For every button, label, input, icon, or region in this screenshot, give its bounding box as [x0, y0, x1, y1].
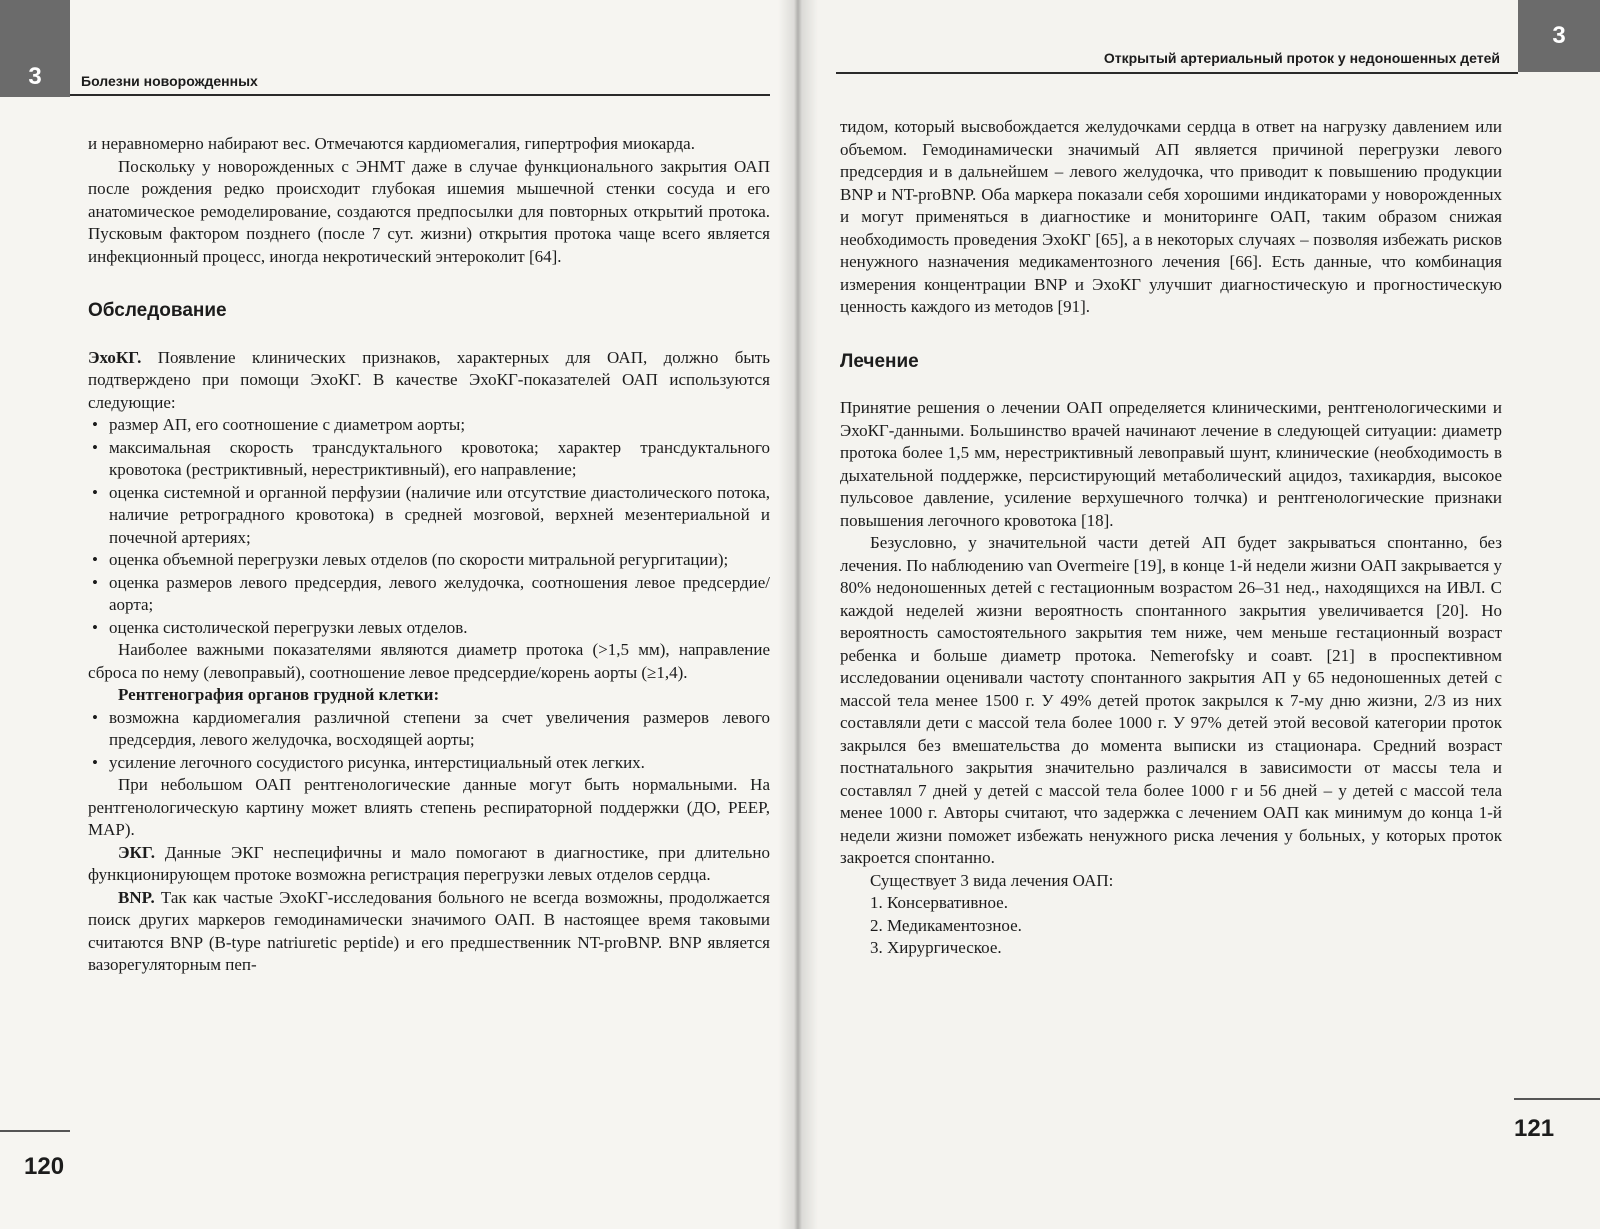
list-item: • размер АП, его соотношение с диаметром аорты;	[88, 414, 770, 437]
ecg-text: Данные ЭКГ неспецифичны и мало помогают в диагностике, при длительно функционирующем протоке возможна регистрация перегрузки левых отделов сердца.	[88, 842, 770, 884]
echo-bullet-list	[88, 414, 770, 639]
chapter-number: 3	[28, 63, 42, 90]
list-item: • оценка размеров левого предсердия, левого желудочка, соотношения левое предсердие/аорта;	[88, 572, 770, 617]
list-item: 3. Хирургическое.	[870, 938, 1002, 957]
xray-heading: Рентгенография органов грудной клетки:	[118, 685, 440, 704]
methods-list	[840, 892, 1502, 960]
xray-bullet-list	[88, 707, 770, 775]
right-page	[796, 0, 1600, 1229]
bnp-text: Так как частые ЭхоКГ-исследования больного не всегда возможны, продолжается поиск других маркеров гемодинамически значимого ОАП. В настоящее время таковыми считаются BNP (B-type natriuretic peptide) и его предшественник NT-proBNP. BNP является вазорегуляторным пеп-	[88, 887, 770, 974]
paragraph: Наиболее важными показателями являются диаметр протока (>1,5 мм), направление сброса по нему (левоправый), соотношение левое предсердие/корень аорты (≥1,4).	[88, 640, 770, 682]
list-item: • максимальная скорость трансдуктального кровотока; характер трансдуктального кровотока (рестриктивный, нерестриктивный), его направление;	[88, 437, 770, 482]
left-page	[0, 0, 796, 1229]
paragraph: тидом, который высвобождается желудочками сердца в ответ на нагрузку давлением или объемом. Гемодинамически значимый АП является причиной перегрузки левого предсердия и в дальнейшем – левого желудочка, что приводит к повышению продукции BNP и NT-proBNP. Оба маркера показали себя хорошими индикаторами у новорожденных и могут применяться в диагностике и мониторинге ОАП, таким образом снижая необходимость проведения ЭхоКГ [65], а в некоторых случаях – позволяя избежать рисков ненужного назначения медикаментозного лечения [66]. Есть данные, что комбинация измерения концентрации BNP и ЭхоКГ улучшит диагностическую и прогностическую ценность каждого из методов [91].	[840, 117, 1502, 316]
methods-intro: Существует 3 вида лечения ОАП:	[870, 870, 1114, 890]
section-heading: Обследование	[88, 300, 227, 321]
header-rule	[836, 72, 1518, 74]
list-item: 1. Консервативное.	[870, 893, 1008, 912]
page-number: 120	[24, 1153, 65, 1180]
header-rule	[70, 94, 770, 96]
section-heading: Лечение	[840, 350, 919, 372]
bnp-paragraph	[88, 887, 770, 977]
page-number-rule	[0, 1130, 70, 1132]
paragraph: Принятие решения о лечении ОАП определяется клиническими, рентгенологическими и ЭхоКГ-данными. Большинство врачей начинают лечение в следующей ситуации: диаметр протока более 1,5 мм, нерестриктивный левоправый шунт, клинические (необходимость в дыхательной поддержке, персистирующий метаболический ацидоз, тахикардия, высокое пульсовое давление, усиление верхушечного толчка) и рентгенологические признаки повышения легочного кровотока [18].	[840, 398, 1502, 530]
list-item: • усиление легочного сосудистого рисунка, интерстициальный отек легких.	[88, 752, 770, 775]
running-head: Болезни новорожденных	[81, 73, 258, 89]
list-item: • возможна кардиомегалия различной степени за счет увеличения размеров левого предсердия, левого желудочка, восходящей аорты;	[88, 707, 770, 752]
chapter-tab	[1518, 0, 1600, 72]
paragraph: Поскольку у новорожденных с ЭНМТ даже в случае функционального закрытия ОАП после рождения редко происходит глубокая ишемия мышечной стенки сосуда и его анатомическое ремоделирование, создаются предпосылки для повторных открытий протока. Пусковым фактором позднего (после 7 сут. жизни) открытия протока чаще всего является инфекционный процесс, иногда некротический энтероколит [64].	[88, 156, 770, 266]
list-item: • оценка системной и органной перфузии (наличие или отсутствие диастолического потока, наличие ретроградного кровотока) в средней мозговой, верхней мезентериальной и почечной артериях;	[88, 482, 770, 550]
list-item: • оценка систолической перегрузки левых отделов.	[88, 617, 770, 640]
paragraph: При небольшом ОАП рентгенологические данные могут быть нормальными. На рентгенологическую картину может влиять степень респираторной поддержки (ДО, PEEP, MAP).	[88, 775, 770, 839]
list-item: • оценка объемной перегрузки левых отделов (по скорости митральной регургитации);	[88, 549, 770, 572]
bnp-lead: BNP.	[118, 887, 155, 907]
chapter-number: 3	[1552, 22, 1566, 49]
echo-paragraph	[88, 347, 770, 415]
paragraph: Безусловно, у значительной части детей АП будет закрываться спонтанно, без лечения. По наблюдению van Overmeire [19], в конце 1-й недели жизни ОАП закрывается у 80% недоношенных детей с гестационным возрастом 26–31 нед., находящихся на ИВЛ. С каждой неделей жизни вероятность спонтанного закрытия увеличивается [20]. Но вероятность самостоятельного закрытия тем ниже, чем меньше гестационный возраст ребенка и больше диаметр протока. Nemerofsky и соавт. [21] в проспективном исследовании оценивали частоту спонтанного закрытия АП у 65 недоношенных детей с массой тела менее 1500 г. У 49% детей проток закрылся к 7-му дню жизни, 2/3 из них составляли дети с массой тела более 1000 г. У 97% детей этой весовой категории проток закрылся без вмешательства до момента выписки из стационара. Средний возраст постнатального закрытия значительно различался в зависимости от массы тела и составлял 7 дней у детей с массой тела более 1000 г и 56 дней – у детей с массой тела менее 1000 г. Авторы считают, что задержка с лечением ОАП как минимум до конца 1-й недели жизни поможет избежать ненужного риска лечения у больных, у которых проток закроется спонтанно.	[840, 533, 1502, 867]
echo-lead: ЭхоКГ.	[88, 347, 142, 367]
running-head: Открытый артериальный проток у недоношенных детей	[1103, 50, 1500, 66]
ecg-paragraph	[88, 842, 770, 887]
page-number: 121	[1514, 1115, 1555, 1142]
paragraph: и неравномерно набирают вес. Отмечаются кардиомегалия, гипертрофия миокарда.	[88, 134, 695, 153]
echo-text: Появление клинических признаков, характерных для ОАП, должно быть подтверждено при помощи ЭхоКГ. В качестве ЭхоКГ-показателей ОАП используются следующие:	[88, 347, 770, 412]
left-page-body	[88, 133, 770, 977]
list-item: 2. Медикаментозное.	[870, 915, 1022, 935]
page-number-rule	[1514, 1098, 1600, 1100]
ecg-lead: ЭКГ.	[118, 842, 156, 862]
right-page-body	[840, 116, 1502, 960]
chapter-tab	[0, 0, 70, 97]
